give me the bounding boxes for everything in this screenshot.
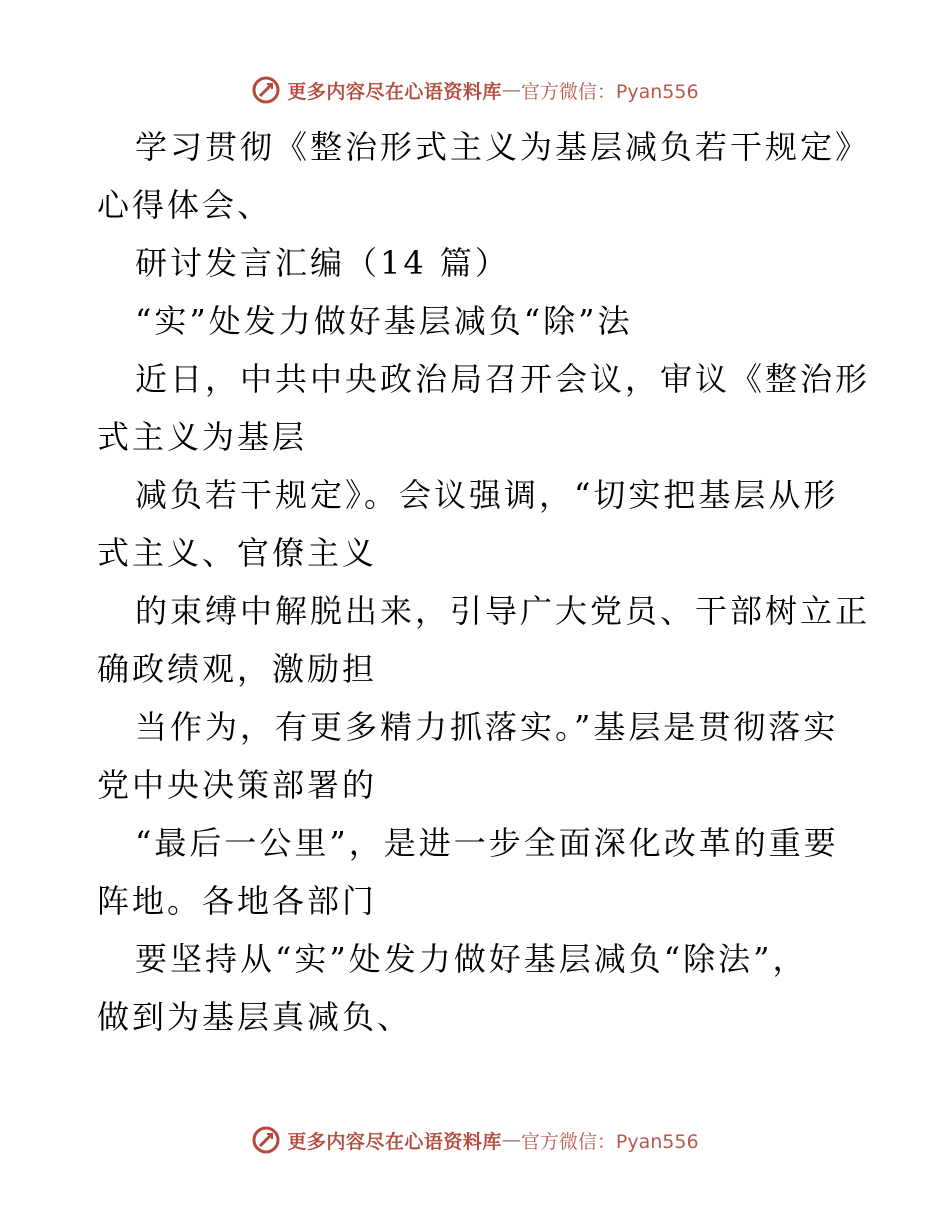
paragraph-line: 阵地。各地各部门 xyxy=(97,882,378,920)
doc-title-line: 学习贯彻《整治形式主义为基层减负若干规定》 xyxy=(135,128,871,166)
logo-icon xyxy=(251,1125,281,1155)
paragraph-line: 减负若干规定》。会议强调，“切实把基层从形 xyxy=(135,476,839,514)
header-watermark xyxy=(0,70,950,110)
watermark-brand: 更多内容尽在心语资料库 xyxy=(287,80,502,103)
paragraph-line: 做到为基层真减负、 xyxy=(97,998,413,1036)
paragraph-line: 近日，中共中央政治局召开会议，审议《整治形 xyxy=(135,360,871,398)
watermark-brand: 更多内容尽在心语资料库 xyxy=(287,1130,502,1153)
paragraph-line: 当作为，有更多精力抓落实。”基层是贯彻落实 xyxy=(135,708,839,746)
paragraph-line: “最后一公里”，是进一步全面深化改革的重要 xyxy=(135,824,839,862)
paragraph-line: 确政绩观，激励担 xyxy=(97,650,378,688)
watermark-dash: — xyxy=(501,79,521,101)
paragraph-line: 式主义、官僚主义 xyxy=(97,534,378,572)
logo-icon xyxy=(251,75,281,105)
watermark-dash: — xyxy=(501,1129,521,1151)
doc-subtitle-line: 研讨发言汇编（14 篇） xyxy=(135,244,510,282)
paragraph-line: 的束缚中解脱出来，引导广大党员、干部树立正 xyxy=(135,592,871,630)
doc-title-line: 心得体会、 xyxy=(97,186,273,224)
paragraph-line: 党中央决策部署的 xyxy=(97,766,378,804)
watermark-wechat: 官方微信：Pyan556 xyxy=(520,80,699,103)
footer-watermark xyxy=(0,1120,950,1160)
paragraph-line: 式主义为基层 xyxy=(97,418,308,456)
watermark-wechat: 官方微信：Pyan556 xyxy=(520,1130,699,1153)
paragraph-line: 要坚持从“实”处发力做好基层减负“除法”， xyxy=(135,940,808,978)
document-body xyxy=(97,118,871,1046)
section-heading: “实”处发力做好基层减负“除”法 xyxy=(135,302,633,340)
